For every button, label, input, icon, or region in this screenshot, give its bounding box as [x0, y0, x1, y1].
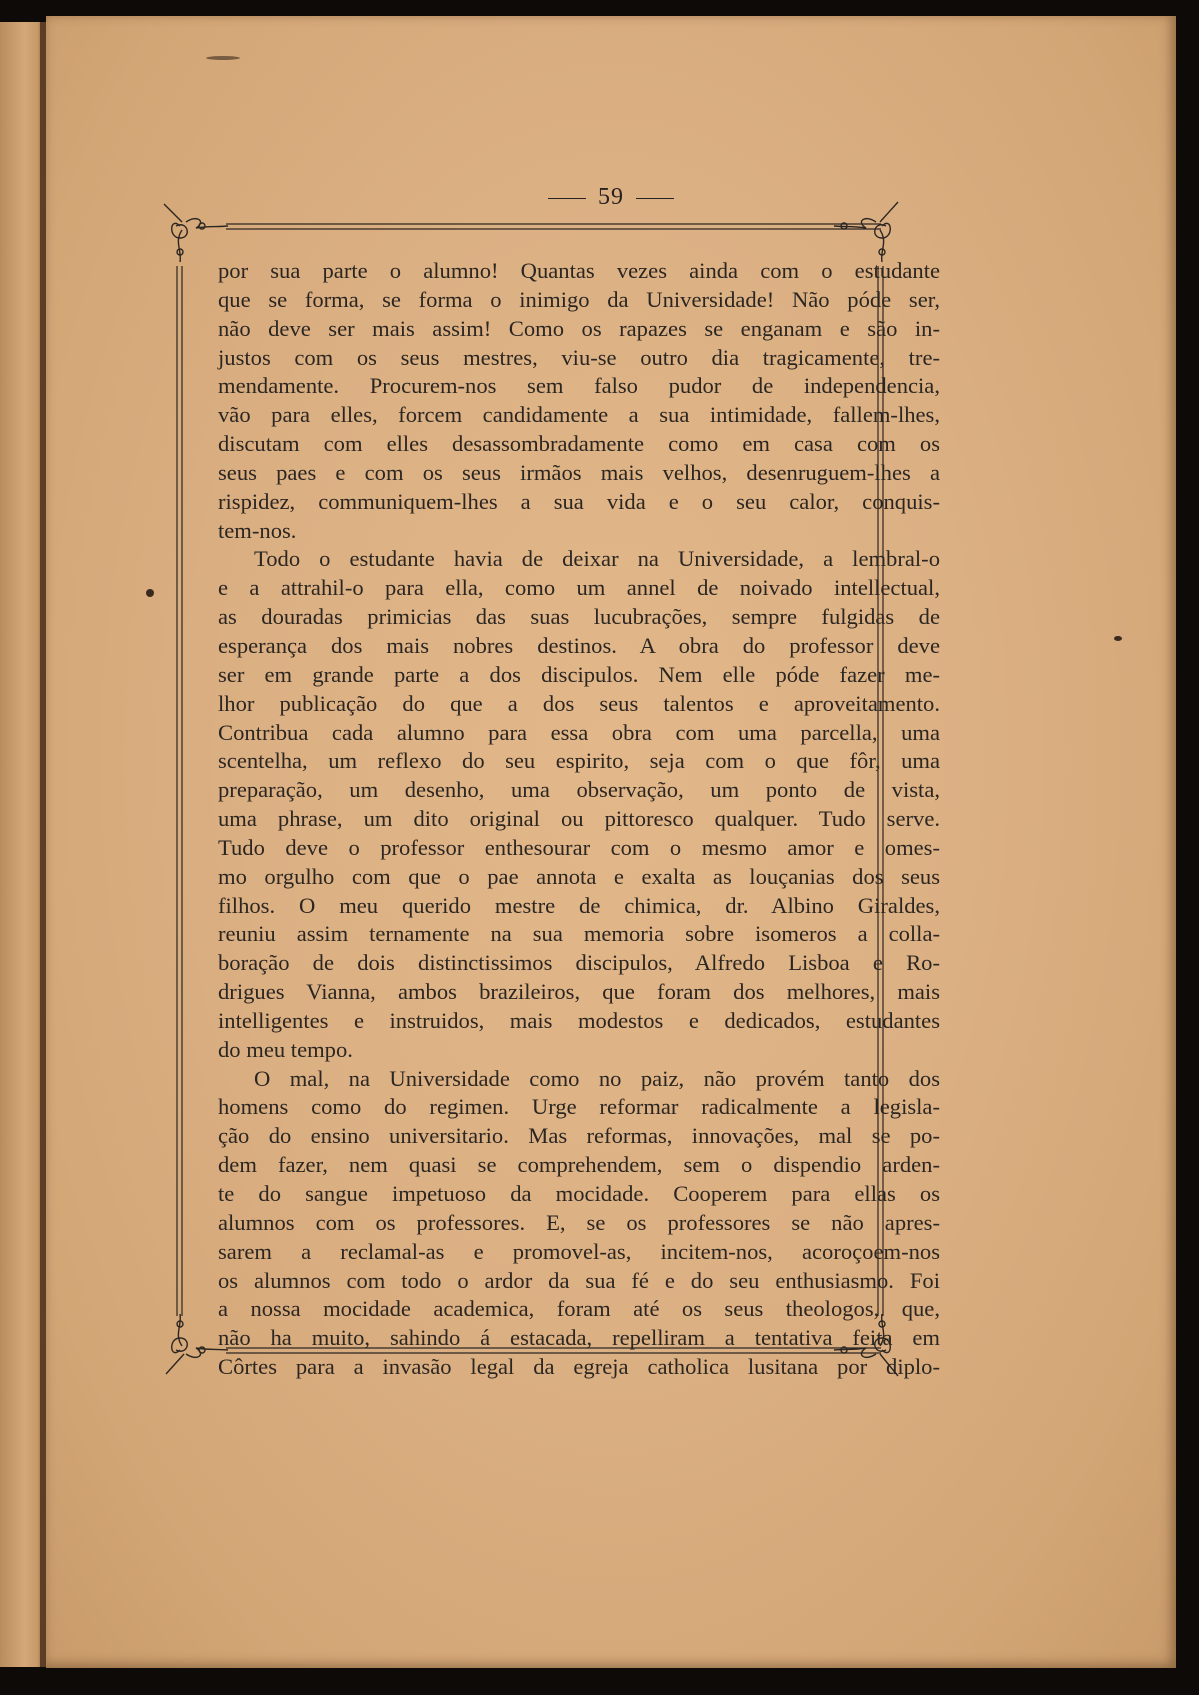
- text-line: O mal, na Universidade como no paiz, não provém tanto dos: [254, 1065, 940, 1091]
- text-line: não deve ser mais assim! Como os rapazes se enganam e são in-: [218, 315, 940, 341]
- text-line: justos com os seus mestres, viu-se outro dia tragicamente, tre-: [218, 344, 940, 370]
- text-line: homens como do regimen. Urge reformar radicalmente a legisla-: [218, 1094, 940, 1120]
- text-line: discutam com elles desassombradamente como em casa com os: [218, 431, 940, 457]
- text-line: Tudo deve o professor enthesourar com o mesmo amor e omes-: [218, 834, 940, 860]
- text-line: seus paes e com os seus irmãos mais velhos, desenruguem-lhes a: [218, 459, 940, 485]
- text-line: as douradas primicias das suas lucubrações, sempre fulgidas de: [218, 604, 940, 630]
- text-line: esperança dos mais nobres destinos. A obra do professor deve: [218, 632, 940, 658]
- text-line: ção do ensino universitario. Mas reformas, innovações, mal se po-: [218, 1123, 940, 1149]
- text-line: por sua parte o alumno! Quantas vezes ainda com o estudante: [218, 258, 940, 283]
- text-line: lhor publicação do que a dos seus talentos e aproveitamento.: [218, 690, 940, 716]
- text-line: te do sangue impetuoso da mocidade. Cooperem para ellas os: [218, 1181, 940, 1206]
- text-line: Côrtes para a invasão legal da egreja catholica lusitana por diplo-: [218, 1354, 940, 1380]
- text-line: uma phrase, um dito original ou pittoresco qualquer. Tudo serve.: [218, 806, 940, 832]
- text-line: boração de dois distinctissimos discipulos, Alfredo Lisboa e Ro-: [218, 950, 940, 976]
- text-line: que se forma, se forma o inimigo da Universidade! Não póde ser,: [218, 286, 940, 312]
- text-line: scentelha, um reflexo do seu espirito, seja com o que fôr, uma: [218, 748, 940, 774]
- text-line: mendamente. Procurem-nos sem falso pudor de independencia,: [218, 373, 940, 399]
- facing-page-edge: [0, 22, 44, 1667]
- text-line: preparação, um desenho, uma observação, um ponto de vista,: [218, 777, 940, 803]
- text-line: sarem a reclamal-as e promovel-as, incitem-nos, acoroçoem-nos: [218, 1238, 940, 1264]
- page-number-value: 59: [598, 184, 624, 210]
- text-line: drigues Vianna, ambos brazileiros, que foram dos melhores, mais: [218, 979, 940, 1005]
- text-line: dem fazer, nem quasi se comprehendem, sem o dispendio arden-: [218, 1152, 940, 1178]
- book-page: [46, 16, 1176, 1668]
- text-line: intelligentes e instruidos, mais modestos e dedicados, estudantes: [218, 1007, 940, 1033]
- text-line: tem-nos.: [218, 517, 297, 543]
- text-line: filhos. O meu querido mestre de chimica, dr. Albino Giraldes,: [218, 892, 940, 918]
- text-line: do meu tempo.: [218, 1036, 353, 1062]
- text-line: Contribua cada alumno para essa obra com uma parcella, uma: [218, 719, 940, 745]
- frame-corner-ornament-top-right: [834, 202, 898, 262]
- body-text: [218, 257, 940, 1382]
- text-line: Todo o estudante havia de deixar na Universidade, a lembral-o: [254, 546, 940, 572]
- text-line: reuniu assim ternamente na sua memoria sobre isomeros a colla-: [218, 921, 940, 947]
- text-line: rispidez, communiquem-lhes a sua vida e o seu calor, conquis-: [218, 488, 940, 514]
- text-line: vão para elles, forcem candidamente a sua intimidade, fallem-lhes,: [218, 402, 940, 428]
- text-line: ser em grande parte a dos discipulos. Nem elle póde fazer me-: [218, 661, 940, 687]
- text-line: e a attrahil-o para ella, como um annel de noivado intellectual,: [218, 575, 940, 601]
- text-line: a nossa mocidade academica, foram até os seus theologos, que,: [218, 1296, 940, 1322]
- text-line: mo orgulho com que o pae annota e exalta as louçanias dos seus: [218, 863, 940, 889]
- frame-corner-ornament-top-left: [164, 204, 228, 262]
- text-line: não ha muito, sahindo á estacada, repelliram a tentativa feita em: [218, 1325, 940, 1351]
- text-line: os alumnos com todo o ardor da sua fé e do seu enthusiasmo. Foi: [218, 1267, 940, 1293]
- text-line: alumnos com os professores. E, se os professores se não apres-: [218, 1209, 940, 1235]
